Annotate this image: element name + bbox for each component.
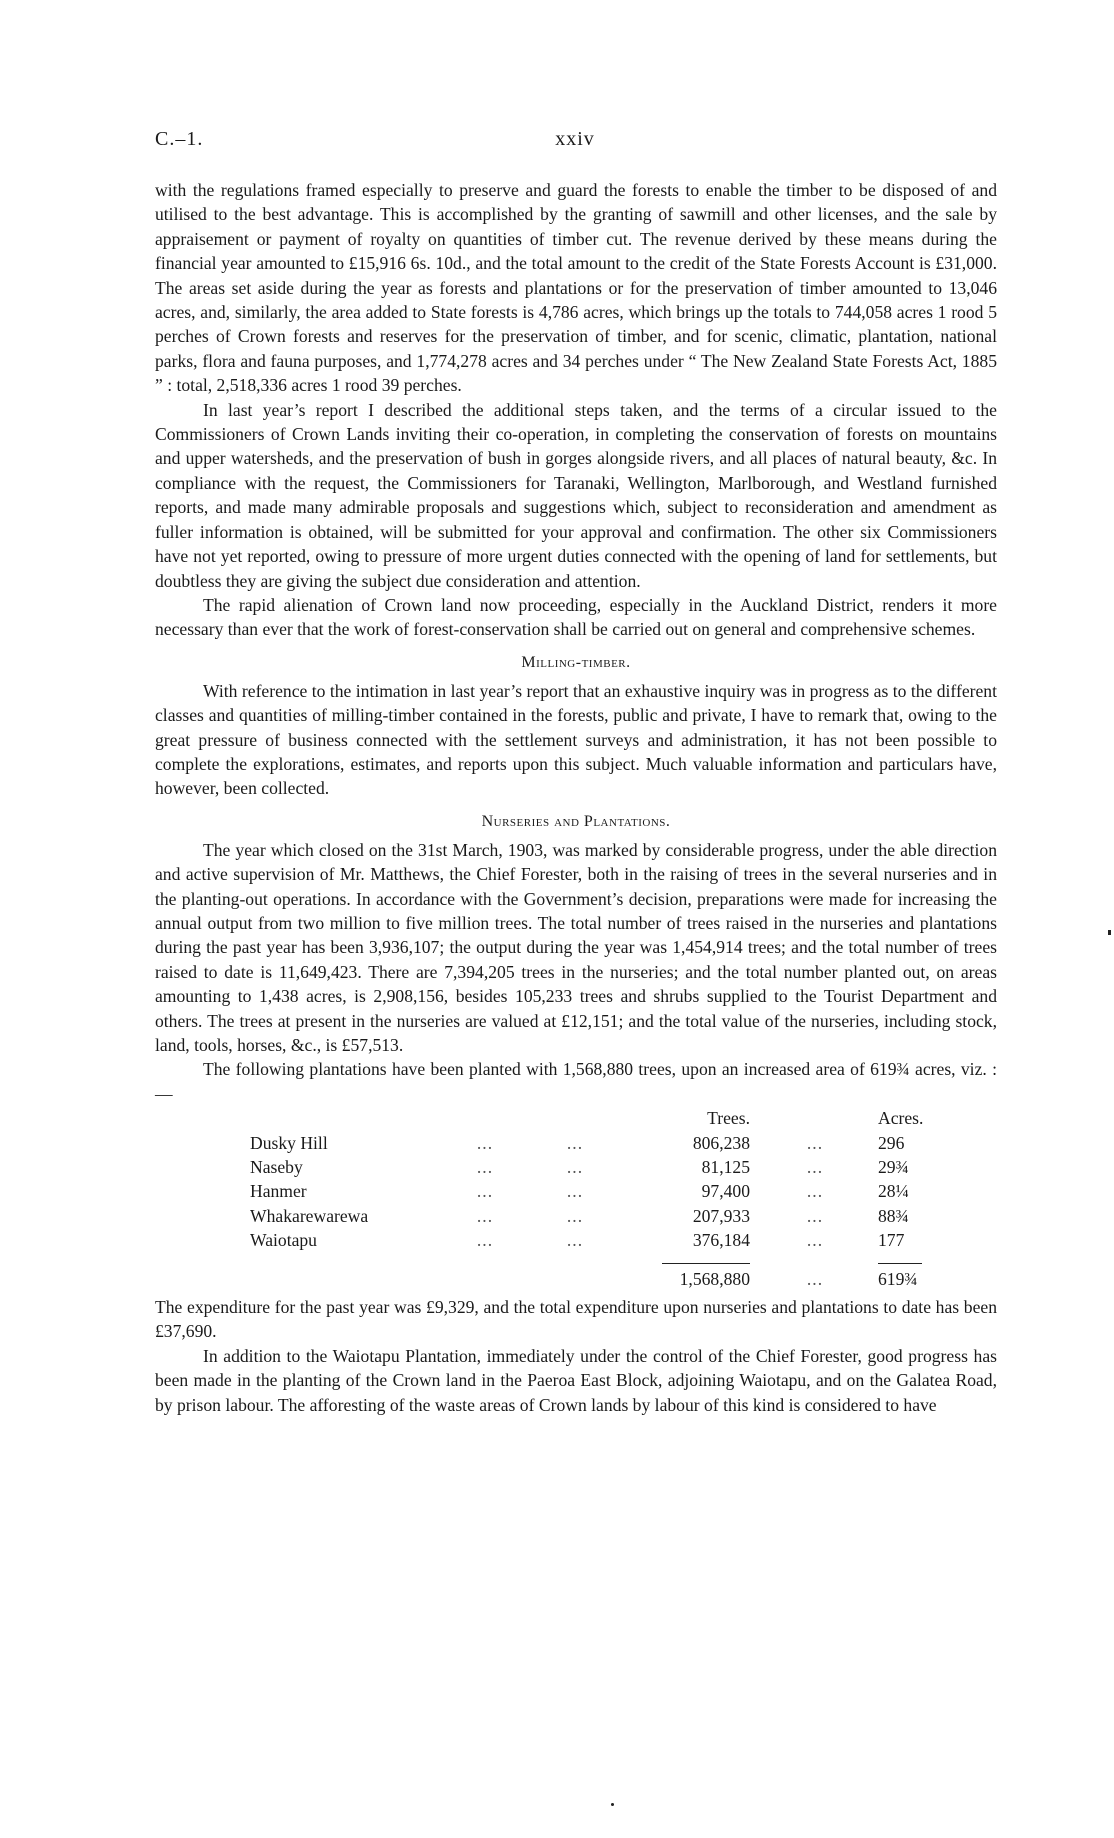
scan-speck bbox=[611, 1803, 614, 1806]
scan-speck bbox=[1108, 930, 1111, 935]
total-acres: 619¾ bbox=[878, 1268, 918, 1289]
plantation-trees: 207,933 bbox=[692, 1205, 750, 1226]
paper-reference: C.–1. bbox=[155, 128, 204, 150]
plantation-name: Dusky Hill bbox=[250, 1132, 328, 1153]
section-heading-milling-timber: Milling-timber. bbox=[521, 653, 631, 671]
plantation-trees: 81,125 bbox=[701, 1157, 750, 1178]
plantation-acres: 29¾ bbox=[878, 1157, 909, 1178]
plantation-acres: 296 bbox=[878, 1132, 905, 1153]
plantation-trees: 97,400 bbox=[701, 1181, 750, 1202]
table-row: Whakarewarewa ... ... 207,933 ... 88¾ bbox=[250, 1204, 958, 1228]
total-trees: 1,568,880 bbox=[679, 1268, 750, 1289]
paragraph-expenditure: The expenditure for the past year was £9,329, and the total expenditure upon nurseries and plantations to date has been £37,690. bbox=[155, 1297, 997, 1342]
plantation-acres: 88¾ bbox=[878, 1205, 909, 1226]
paragraph-conservation-circular: In last year’s report I described the additional steps taken, and the terms of a circular issued to the Commissioners of Crown Lands inviting their co-operation, in completing the conservation of forests on mountains and upper watersheds, and the preservation of bush in gorges alongside rivers, and all places of natural beauty, &c. In compliance with the request, the Commissioners for Taranaki, Wellington, Marlborough, and Westland furnished reports, and made many admirable proposals and suggestions which, subject to reconsideration and amendment as fuller information is obtained, will be submitted for your approval and confirmation. The other six Commissioners have not yet reported, owing to pressure of more urgent duties connected with the opening of land for settlements, but doubtless they are giving the subject due consideration and attention. bbox=[155, 399, 997, 591]
plantation-name: Waiotapu bbox=[250, 1230, 317, 1251]
plantation-trees: 376,184 bbox=[692, 1230, 750, 1251]
plantation-acres: 28¼ bbox=[878, 1181, 909, 1202]
paragraph-forest-revenue: with the regulations framed especially to preserve and guard the forests to enable the timber to be disposed of and utilised to the best advantage. This is accomplished by the granting of sawmill and other licenses, and the sale by appraisement or payment of royalty on quantities of timber cut. The revenue derived by these means during the financial year amounted to £15,916 6s. 10d., and the total amount to the credit of the State Forests Account is £31,000. The areas set aside during the year as forests and plantations or for the preservation of timber amounted to 13,046 acres, and, similarly, the area added to State forests is 4,786 acres, which brings up the totals to 744,058 acres 1 rood 5 perches of Crown forests and reserves for the preservation of timber, and for scenic, climatic, plantation, national parks, flora and fauna purposes, and 1,774,278 acres and 34 perches under “ The New Zealand State Forests Act, 1885 ” : total, 2,518,336 acres 1 rood 39 perches. bbox=[155, 180, 997, 396]
table-total-row: 1,568,880 ... 619¾ bbox=[250, 1267, 958, 1291]
column-header-trees: Trees. bbox=[707, 1108, 750, 1129]
page-number: xxiv bbox=[555, 128, 595, 150]
paragraph-nurseries-progress: The year which closed on the 31st March, 1903, was marked by considerable progress, under the able direction and active supervision of Mr. Matthews, the Chief Forester, both in the raising of trees in the several nurseries and in the planting-out operations. In accordance with the Government’s decision, preparations were made for increasing the annual output from two million to five million trees. The total number of trees raised in the nurseries and plantations during the past year has been 3,936,107; the output during the year was 1,454,914 trees; and the total number of trees raised to date is 11,649,423. There are 7,394,205 trees in the nurseries; and the total number planted out, on areas amounting to 1,438 acres, is 2,908,156, besides 105,233 trees and shrubs supplied to the Tourist Department and others. The trees at present in the nurseries are valued at £12,151; and the total value of the nurseries, including stock, land, tools, horses, &c., is £57,513. bbox=[155, 839, 997, 1055]
plantation-trees: 806,238 bbox=[692, 1132, 750, 1153]
paragraph-milling-timber-inquiry: With reference to the intimation in last year’s report that an exhaustive inquiry was in progress as to the different classes and quantities of milling-timber contained in the forests, public and private, I have to remark that, owing to the great pressure of business connected with the settlement surveys and administration, it has not been possible to complete the explorations, estimates, and reports upon this subject. Much valuable information and particulars have, however, been collected. bbox=[155, 680, 997, 799]
table-header-row bbox=[250, 1106, 958, 1130]
total-rule bbox=[662, 1263, 750, 1266]
table-row: Waiotapu ... ... 376,184 ... 177 bbox=[250, 1228, 958, 1252]
paragraph-prison-labour-planting: In addition to the Waiotapu Plantation, immediately under the control of the Chief Forester, good progress has been made in the planting of the Crown land in the Paeroa East Block, adjoining Waiotapu, and on the Galatea Road, by prison labour. The afforesting of the waste areas of Crown lands by labour of this kind is considered to have bbox=[155, 1345, 997, 1415]
section-heading-nurseries-plantations: Nurseries and Plantations. bbox=[481, 812, 671, 830]
page-header bbox=[155, 128, 995, 158]
body-text bbox=[155, 178, 997, 1417]
plantation-acres: 177 bbox=[878, 1230, 905, 1251]
column-header-acres: Acres. bbox=[878, 1108, 924, 1129]
table-row: Naseby ... ... 81,125 ... 29¾ bbox=[250, 1155, 958, 1179]
paragraph-plantations-intro: The following plantations have been planted with 1,568,880 trees, upon an increased area of 619¾ acres, viz. :— bbox=[155, 1059, 997, 1104]
plantations-table bbox=[250, 1106, 958, 1291]
paragraph-crown-land-alienation: The rapid alienation of Crown land now proceeding, especially in the Auckland District, renders it more necessary than ever that the work of forest-conservation shall be carried out on general and comprehensive schemes. bbox=[155, 594, 997, 640]
plantation-name: Naseby bbox=[250, 1157, 303, 1178]
plantation-name: Hanmer bbox=[250, 1181, 307, 1202]
table-row: Hanmer ... ... 97,400 ... 28¼ bbox=[250, 1179, 958, 1203]
plantation-name: Whakarewarewa bbox=[250, 1205, 369, 1226]
table-row: Dusky Hill ... ... 806,238 ... 296 bbox=[250, 1131, 958, 1155]
total-rule bbox=[878, 1263, 922, 1266]
total-rule-row bbox=[250, 1253, 958, 1267]
